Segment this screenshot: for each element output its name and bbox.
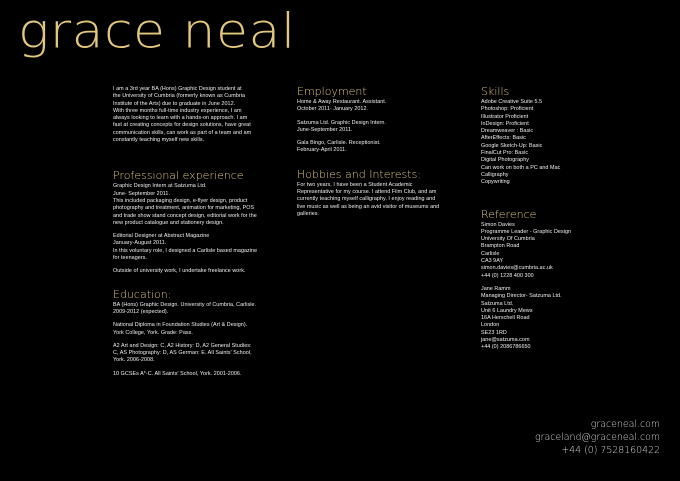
professional-experience-heading: Professional experience — [113, 169, 244, 183]
text-line: simon.davies@cumbria.ac.uk — [481, 265, 553, 272]
hobbies-heading: Hobbies and Interests: — [297, 167, 422, 181]
text-line: Satzuma Ltd. — [481, 300, 514, 307]
text-line: the University of Cumbria (formerly known as Cumbria — [113, 93, 246, 100]
text-line: Institute of the Arts) due to graduate in June 2012. — [113, 100, 236, 107]
text-line: currently teaching myself calligraphy. I enjoy reading and — [297, 196, 436, 203]
text-line: 2009-2012 (expected). — [113, 308, 169, 315]
text-line: galleries. — [297, 210, 320, 217]
text-line: constantly teaching myself new skills. — [113, 137, 205, 144]
column-right — [481, 86, 653, 352]
text-line: June- September 2011. — [113, 190, 170, 197]
professional-block-freelance — [113, 268, 285, 275]
text-line: Managing Director- Satzuma Ltd. — [481, 293, 562, 300]
text-line: Photoshop: Proficient — [481, 106, 534, 113]
text-line: June-September 2011. — [297, 126, 353, 133]
reference-heading: Reference — [481, 207, 537, 221]
text-line: Editorial Designer at Abstract Magazine — [113, 233, 210, 240]
text-line: 16A Herschell Road — [481, 315, 530, 322]
text-line: York College, York. Grade: Pass. — [113, 329, 193, 336]
text-line: new product catalogue and stationery design. — [113, 219, 224, 226]
text-line: Illustrator Proficient — [481, 113, 529, 120]
hobbies-paragraph — [297, 182, 469, 218]
education-block-ba — [113, 302, 285, 317]
text-line: Dreamweaver : Basic — [481, 128, 534, 135]
text-line: Jane Ramm — [481, 285, 511, 292]
text-line: York. 2006-2008. — [113, 357, 155, 364]
text-line: +44 (0) 2086786650 — [481, 344, 531, 351]
text-line: Digital Photography — [481, 157, 529, 164]
text-line: live music as well as being an avid visitor of museums and — [297, 203, 440, 210]
text-line: With three months full-time industry experience, I am — [113, 107, 242, 114]
text-line: University Of Cumbria — [481, 236, 535, 243]
text-line: CA3 9AY — [481, 258, 504, 265]
intro-paragraph — [113, 86, 285, 144]
column-left — [113, 86, 285, 378]
education-block-alevels — [113, 343, 285, 365]
text-line: January-August 2011. — [113, 240, 167, 247]
text-line: FinalCut Pro: Basic — [481, 150, 529, 157]
text-line: Carlisle — [481, 250, 500, 257]
text-line: +44 (0) 1228 400 300 — [481, 272, 534, 279]
text-line: Representative for my course. I attend Film Club, and am — [297, 189, 437, 196]
text-line: In this voluntary role, I designed a Carlisle based magazine — [113, 247, 258, 254]
email-link[interactable]: graceland@graceneal.com — [535, 432, 660, 443]
text-line: A2 Art and Design: C, A2 History: D, A2 General Studies: — [113, 342, 252, 349]
text-line: For two years, I have been a Student Academic — [297, 181, 413, 188]
text-line: for teenagers. — [113, 255, 147, 262]
text-line: fast at creating concepts for design solutions, have great — [113, 122, 251, 129]
text-line: October 2011- January 2012. — [297, 106, 369, 113]
text-line: AfterEffects: Basic — [481, 135, 526, 142]
text-line: Simon Davies — [481, 221, 515, 228]
text-line: London — [481, 322, 500, 329]
website-link[interactable]: graceneal.com — [590, 419, 660, 430]
phone-number: +44 (0) 7528160422 — [561, 445, 660, 456]
text-line: Adobe Creative Suite 5.5 — [481, 99, 543, 105]
text-line: Brampton Road — [481, 243, 520, 250]
reference-simon-davies — [481, 222, 653, 280]
text-line: 10 GCSEs A*-C. All Saints' School, York. 2001-2006. — [113, 370, 242, 377]
contact-block — [535, 418, 660, 457]
text-line: jane@satzuma.com — [481, 337, 530, 344]
text-line: Calligraphy — [481, 171, 509, 178]
text-line: SE23 1RD — [481, 329, 507, 336]
text-line: communication skills, can work as part of a team and am — [113, 129, 252, 136]
text-line: This included packaging design, e-flyer design, product — [113, 197, 248, 204]
text-line: photography and treatment, animation for marketing, POS — [113, 205, 255, 212]
name-heading: grace neal — [18, 4, 296, 60]
text-line: C, AS Photography: D, AS German: E. All Saints' School, — [113, 350, 252, 357]
reference-jane-ramm — [481, 286, 653, 352]
employment-heading: Employment — [297, 85, 367, 98]
skills-list — [481, 99, 653, 187]
professional-block-abstract — [113, 233, 285, 262]
education-heading: Education: — [113, 287, 172, 301]
text-line: InDesign: Proficient — [481, 120, 529, 127]
education-block-gcse — [113, 371, 285, 378]
column-middle — [297, 86, 469, 218]
text-line: Copywriting — [481, 179, 510, 186]
text-line: Unit 6 Laundry Mews — [481, 307, 533, 314]
text-line: BA (Hons) Graphic Design. University of Cumbria, Carlisle. — [113, 301, 257, 308]
text-line: Google Sketch-Up: Basic — [481, 142, 543, 149]
text-line: National Diploma in Foundation Studies (Art & Design). — [113, 322, 248, 329]
text-line: February-April 2011. — [297, 147, 347, 154]
text-line: Graphic Design Intern at Satzuma Ltd. — [113, 183, 207, 190]
text-line: Programme Leader - Graphic Design — [481, 228, 572, 235]
text-line: Home & Away Restaurant. Assistant. — [297, 99, 387, 105]
text-line: Gala Bingo, Carlisle. Receptionist. — [297, 140, 381, 147]
professional-block-satzuma — [113, 183, 285, 227]
text-line: Satzuma Ltd. Graphic Design Intern. — [297, 119, 386, 126]
education-block-diploma — [113, 322, 285, 337]
text-line: Outside of university work, I undertake freelance work. — [113, 268, 246, 275]
text-line: always looking to learn with a hands-on approach. I am — [113, 115, 248, 122]
text-line: I am a 3rd year BA (Hons) Graphic Design student at — [113, 86, 242, 92]
skills-heading: Skills — [481, 85, 510, 98]
employment-block-restaurant — [297, 99, 469, 114]
employment-block-satzuma — [297, 120, 469, 135]
text-line: Can work on both a PC and Mac — [481, 164, 561, 171]
employment-block-bingo — [297, 140, 469, 155]
text-line: and trade show stand concept design, editorial work for the — [113, 212, 257, 219]
